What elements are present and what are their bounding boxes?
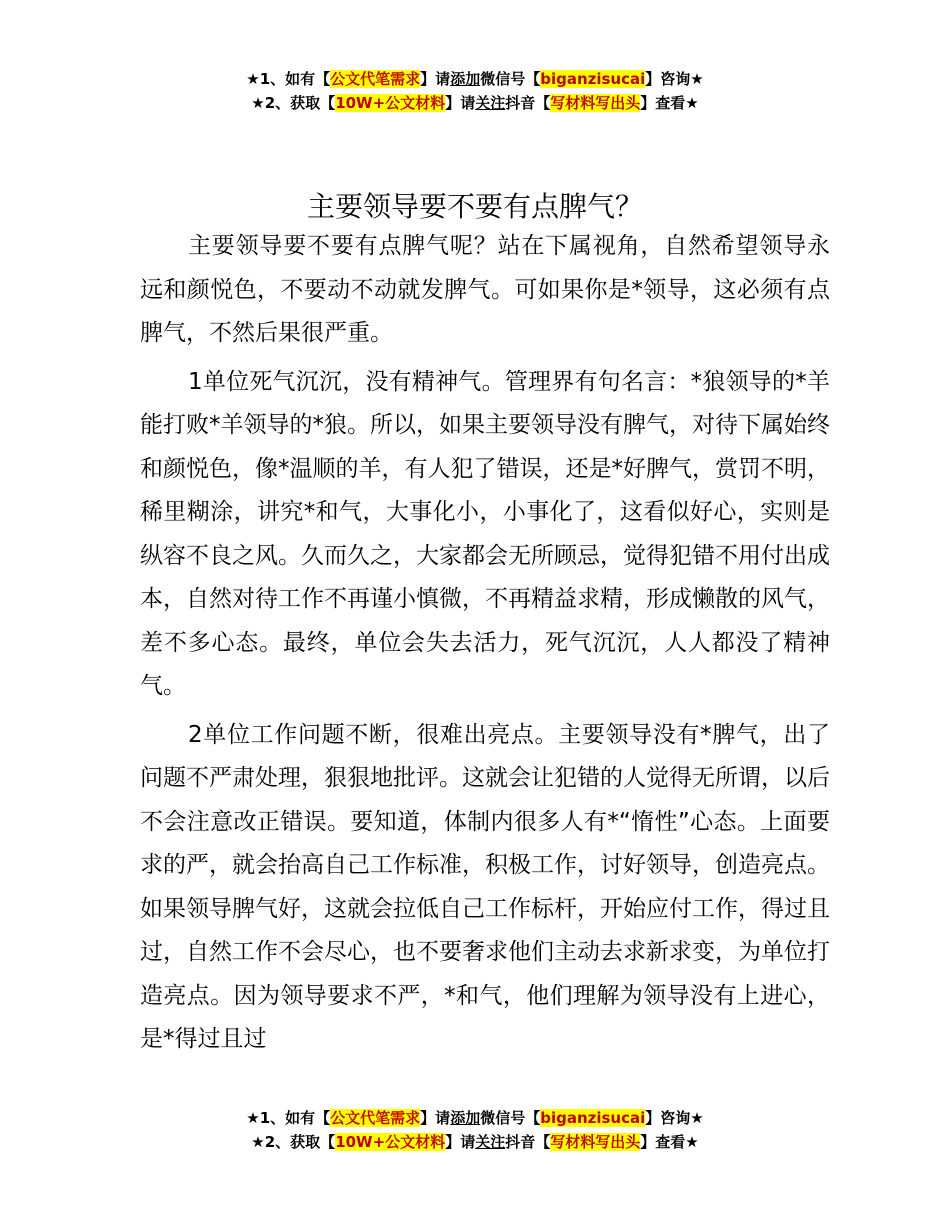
banner-line-1 — [0, 1106, 950, 1130]
banner-text: 】请 — [445, 1133, 476, 1151]
banner-text: 】请 — [420, 1109, 451, 1127]
banner-line-2 — [0, 1130, 950, 1154]
banner-text: 抖音【 — [505, 1133, 551, 1151]
banner-highlight: 写材料写出头 — [550, 94, 641, 112]
banner-highlight: 公文代笔需求 — [330, 1109, 421, 1127]
footer-banner — [0, 1106, 950, 1154]
banner-text: 】咨询★ — [645, 1109, 704, 1127]
banner-line-1 — [0, 67, 950, 91]
banner-line-2 — [0, 91, 950, 115]
banner-highlight: biganzisucai — [540, 1109, 646, 1127]
banner-text: 】查看★ — [640, 94, 699, 112]
banner-text: 微信号【 — [480, 1109, 541, 1127]
banner-text: 微信号【 — [480, 70, 541, 88]
banner-highlight: 10W+公文材料 — [335, 1133, 446, 1151]
banner-underlined: 关注 — [475, 1133, 506, 1151]
banner-highlight: biganzisucai — [540, 70, 646, 88]
document-body — [140, 225, 830, 1067]
header-banner — [0, 67, 950, 115]
banner-highlight: 公文代笔需求 — [330, 70, 421, 88]
paragraph-point-1: 1单位死气沉沉，没有精神气。管理界有句名言：*狼领导的*羊能打败*羊领导的*狼。所以，如果主要领导没有脾气，对待下属始终和颜悦色，像*温顺的羊，有人犯了错误，还是*好脾气，赏罚不明，稀里糊涂，讲究*和气，大事化小，小事化了，这看似好心，实则是纵容不良之风。久而久之，大家都会无所顾忌，觉得犯错不用付出成本，自然对待工作不再谨小慎微，不再精益求精，形成懒散的风气，差不多心态。最终，单位会失去活力，死气沉沉，人人都没了精神气。 — [140, 368, 830, 699]
banner-text: ★1、如有【 — [246, 1109, 331, 1127]
paragraph-point-2: 2单位工作问题不断，很难出亮点。主要领导没有*脾气，出了问题不严肃处理，狠狠地批评。这就会让犯错的人觉得无所谓，以后不会注意改正错误。要知道，体制内很多人有*“惰性”心态。上面要求的严，就会抬高自己工作标准，积极工作，讨好领导，创造亮点。如果领导脾气好，这就会拉低自己工作标杆，开始应付工作，得过且过，自然工作不会尽心，也不要奢求他们主动去求新求变，为单位打造亮点。因为领导要求不严，*和气，他们理解为领导没有上进心，是*得过且过 — [140, 721, 830, 1052]
banner-text: ★1、如有【 — [246, 70, 331, 88]
banner-underlined: 关注 — [475, 94, 506, 112]
banner-text: 】咨询★ — [645, 70, 704, 88]
banner-text: 】请 — [445, 94, 476, 112]
banner-underlined: 添加 — [450, 70, 481, 88]
banner-text: 抖音【 — [505, 94, 551, 112]
document-title: 主要领导要不要有点脾气？ — [306, 189, 643, 223]
banner-text: 】请 — [420, 70, 451, 88]
paragraph-intro: 主要领导要不要有点脾气呢？站在下属视角，自然希望领导永远和颜悦色，不要动不动就发脾气。可如果你是*领导，这必须有点脾气，不然后果很严重。 — [140, 233, 830, 346]
banner-text: ★2、获取【 — [251, 94, 336, 112]
banner-text: 】查看★ — [640, 1133, 699, 1151]
banner-highlight: 10W+公文材料 — [335, 94, 446, 112]
banner-highlight: 写材料写出头 — [550, 1133, 641, 1151]
banner-text: ★2、获取【 — [251, 1133, 336, 1151]
banner-underlined: 添加 — [450, 1109, 481, 1127]
